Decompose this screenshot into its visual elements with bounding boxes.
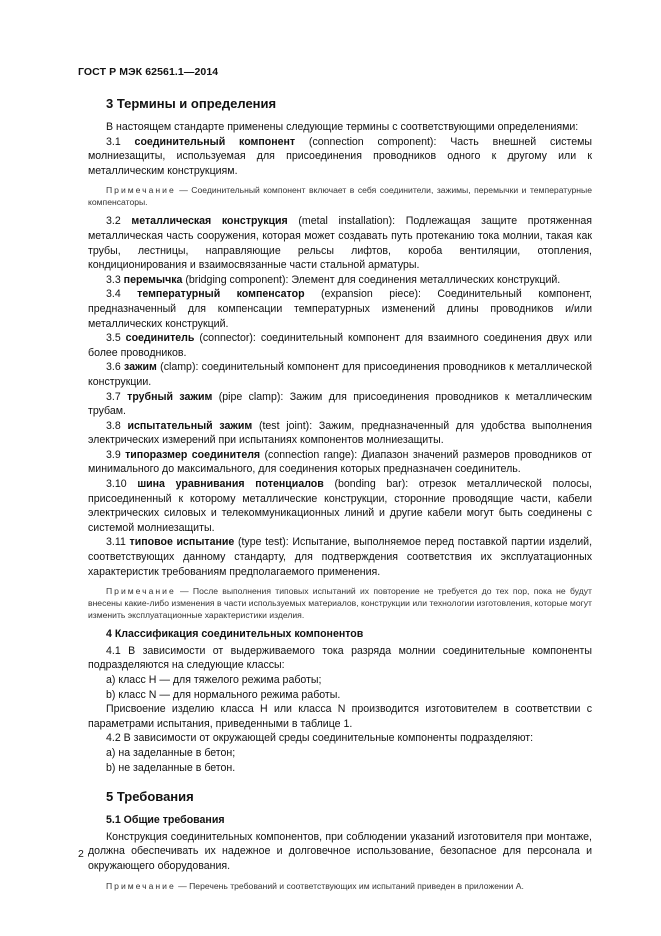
note-1: Примечание — Соединительный компонент включает в себя соединители, зажимы, перемычки и температурные компенсаторы. <box>88 185 592 208</box>
document-body <box>88 96 592 898</box>
term-3-5: 3.5 соединитель (connector): соединительный компонент для взаимного соединения двух или более проводников. <box>88 332 592 359</box>
page-number: 2 <box>78 848 84 860</box>
term-3-7: 3.7 трубный зажим (pipe clamp): Зажим для присоединения проводников к металлическим трубам. <box>88 390 593 418</box>
term-3-10: 3.10 шина уравнивания потенциалов (bonding bar): отрезок металлической полосы, присоединенный к которому металлические конструкции, сторонние проводящие части, кабели электрических силовых и телекоммуникационных линий и другие кабели могут быть соединены с системой молниезащиты. <box>88 478 593 534</box>
term-3-6: 3.6 зажим (clamp): соединительный компонент для присоединения проводников к металлической конструкции. <box>88 361 592 388</box>
term-3-2: 3.2 металлическая конструкция (metal installation): Подлежащая защите протяженная металлическая часть сооружения, которая может создавать путь протеканию тока молнии, такая как трубы, лестницы, направляющие рельсы лифтов, короба вентиляции, отопления, кондиционирования и взаимосвязанные части стальной арматуры. <box>88 215 592 272</box>
section-3-title: 3 Термины и определения <box>106 96 277 111</box>
para-5-1: Конструкция соединительных компонентов, при соблюдении указаний изготовителя при монтаже, должна обеспечивать их надежное и долговечное использование, безопасное для персонала и окружающего оборудования. <box>88 830 592 872</box>
term-3-11: 3.11 типовое испытание (type test): Испытание, выполняемое перед поставкой партии изделий, соответствующих данному стандарту, для подтверждения соответствия их эксплуатационных характеристик требованиям предполагаемого применения. <box>88 536 593 578</box>
section-3-intro: В настоящем стандарте применены следующие термины с соответствующими определениями: <box>106 121 579 133</box>
term-3-4: 3.4 температурный компенсатор (expansion piece): Соединительный компонент, предназначенный для компенсации температурных изменений длины проводников и/или металлических конструкций. <box>88 288 593 330</box>
term-3-1: 3.1 соединительный компонент (connection component): Часть внешней системы молниезащиты, используемая для присоединения проводников одного к другому или к металлическим конструкциям. <box>88 135 592 177</box>
term-3-9: 3.9 типоразмер соединителя (connection range): Диапазон значений размеров проводников от минимального до максимального, для соединения которых предназначен соединитель. <box>88 448 592 476</box>
class-h-item: a) класс H — для тяжелого режима работы; <box>106 674 322 686</box>
class-assign-para: Присвоение изделию класса H или класса N производится изготовителем в соответствии с параметрами испытания, приведенными в таблице 1. <box>88 703 592 730</box>
concrete-item: a) на заделанные в бетон; <box>106 746 236 759</box>
para-4-1: 4.1 В зависимости от выдерживаемого тока разряда молнии соединительные компоненты подразделяются на следующие классы: <box>88 644 592 672</box>
class-n-item: b) класс N — для нормального режима работы. <box>106 688 341 701</box>
note-2: Примечание — После выполнения типовых испытаний их повторение не требуется до тех пор, пока не будут внесены какие-либо изменения в части используемых материалов, конструкции или технологии изготовления, которые могут изменить эксплуатационные характеристики изделия. <box>88 586 592 621</box>
no-concrete-item: b) не заделанные в бетон. <box>106 761 236 774</box>
section-5-title: 5 Требования <box>106 789 194 805</box>
term-3-8: 3.8 испытательный зажим (test joint): Зажим, предназначенный для удобства выполнения электрических измерений при испытаниях компонентов молниезащиты. <box>88 419 592 447</box>
document-header: ГОСТ Р МЭК 62561.1—2014 <box>78 66 219 78</box>
subsection-5-1-title: 5.1 Общие требования <box>106 814 225 827</box>
note-3: Примечание — Перечень требований и соответствующих им испытаний приведен в приложении А. <box>106 880 524 891</box>
para-4-2: 4.2 В зависимости от окружающей среды соединительные компоненты подразделяют: <box>106 732 534 745</box>
section-4-title: 4 Классификация соединительных компонентов <box>106 628 364 641</box>
term-3-3: 3.3 перемычка (bridging component): Элемент для соединения металлических конструкций. <box>106 273 561 286</box>
